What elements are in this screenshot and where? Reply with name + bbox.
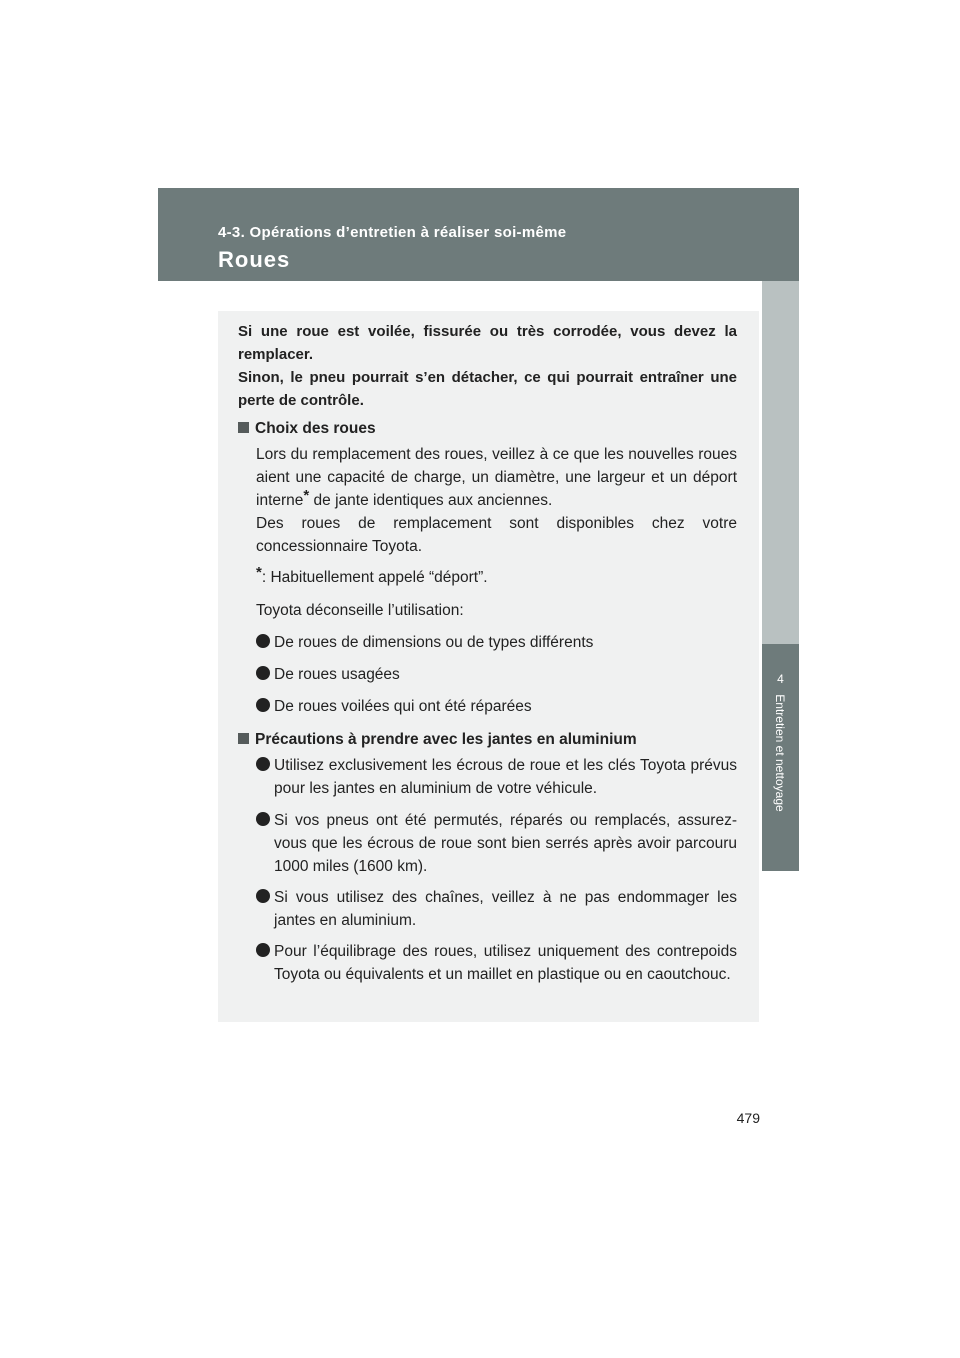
heading-aluminium-text: Précautions à prendre avec les jantes en aluminium [255, 731, 637, 748]
heading-wheel-choice-text: Choix des roues [255, 420, 376, 437]
list-item: Pour l’équilibrage des roues, utilisez uniquement des contrepoids Toyota ou équivalents et un maillet en plastique ou en caoutchouc. [256, 940, 737, 986]
list-item: De roues usagées [256, 663, 737, 686]
list-item: Si vous utilisez des chaînes, veillez à ne pas endommager les jantes en aluminium. [256, 886, 737, 932]
page-number: 479 [736, 1110, 760, 1126]
bullet-dot-icon [256, 634, 270, 648]
intro-line-2: Sinon, le pneu pourrait s’en détacher, ce qui pourrait entraîner une perte de contrôle. [238, 369, 737, 409]
wheel-choice-para-2: Des roues de remplacement sont disponibles chez votre concessionnaire Toyota. [256, 515, 737, 555]
section-label: 4-3. Opérations d’entretien à réaliser soi-même [218, 224, 567, 241]
side-tab-upper [762, 281, 799, 644]
bullet-dot-icon [256, 698, 270, 712]
square-bullet-icon [238, 422, 249, 433]
footnote [256, 566, 737, 589]
bullet-dot-icon [256, 943, 270, 957]
wheel-choice-paragraph [256, 443, 737, 558]
intro-warning [238, 320, 737, 412]
side-tab-number: 4 [777, 672, 784, 686]
intro-line-1: Si une roue est voilée, fissurée ou très corrodée, vous devez la remplacer. [238, 323, 737, 363]
wheel-choice-para-1 [256, 443, 737, 512]
bullet-dot-icon [256, 812, 270, 826]
list-item: Utilisez exclusivement les écrous de roue et les clés Toyota prévus pour les jantes en aluminium de votre véhicule. [256, 754, 737, 800]
advice-line: Toyota déconseille l’utilisation: [256, 602, 464, 619]
bullet-dot-icon [256, 757, 270, 771]
footnote-text: : Habituellement appelé “déport”. [261, 569, 488, 586]
bullet-dot-icon [256, 666, 270, 680]
list-item: De roues voilées qui ont été réparées [256, 695, 737, 718]
list-item: De roues de dimensions ou de types différents [256, 631, 737, 654]
page-title: Roues [218, 247, 291, 272]
list-item: Si vos pneus ont été permutés, réparés ou remplacés, assurez-vous que les écrous de roue sont bien serrés après avoir parcouru 1000 miles (1600 km). [256, 809, 737, 878]
side-tab-label: Entretien et nettoyage [773, 694, 787, 812]
square-bullet-icon [238, 733, 249, 744]
wheel-choice-para-1a: Lors du remplacement des roues, veillez à ce que les nouvelles roues aient une capacité de charge, un diamètre, une largeur et un déport interne [256, 446, 737, 509]
footnote-asterisk: * [256, 564, 262, 581]
asterisk-mark: * [303, 487, 310, 504]
bullet-dot-icon [256, 889, 270, 903]
wheel-choice-para-1b: de jante identiques aux anciennes. [309, 492, 553, 509]
heading-wheel-choice [238, 418, 376, 440]
heading-aluminium [238, 729, 637, 751]
